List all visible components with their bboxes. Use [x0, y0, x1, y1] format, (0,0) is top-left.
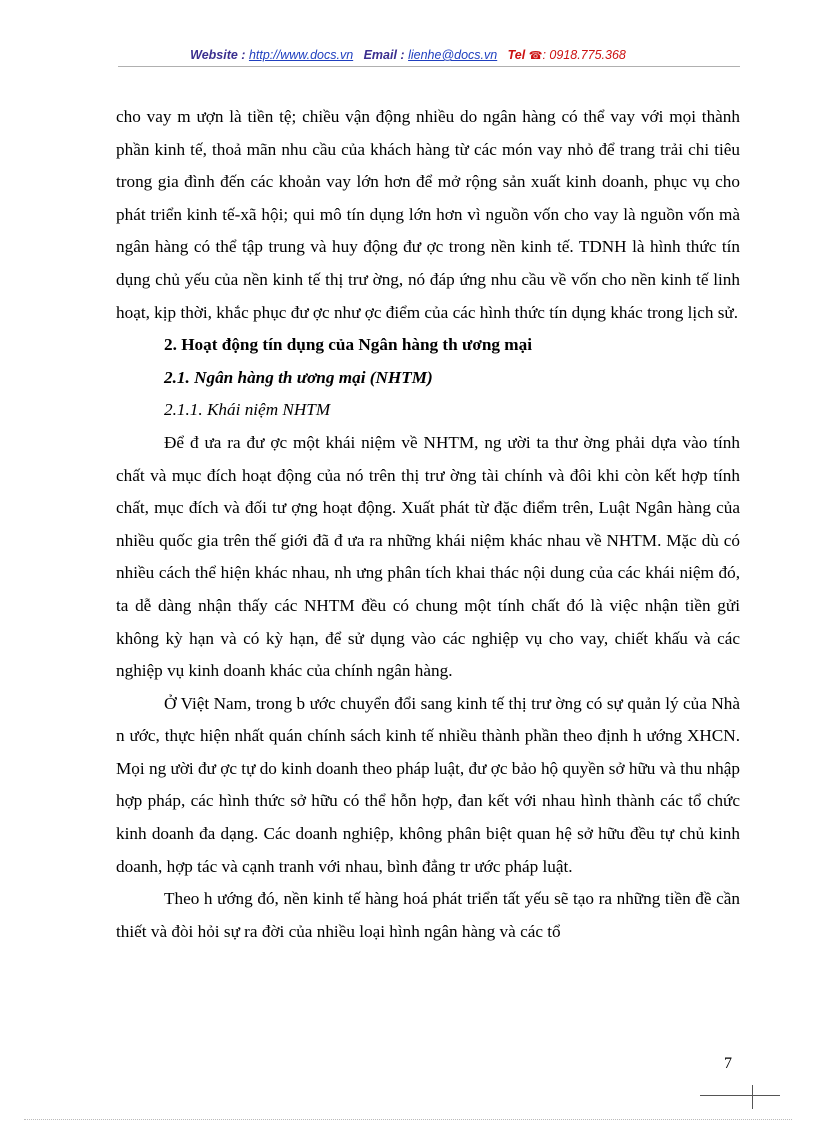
paragraph-definition: Để đ ưa ra đư ợc một khái niệm về NHTM, ng ười ta thư ờng phải dựa vào tính chất và mục đích hoạt động của nó trên thị trư ờng tài chính và đôi khi còn kết hợp tính chất, mục đích và đối tư ợng hoạt động. Xuất phát từ đặc điểm trên, Luật Ngân hàng của nhiều quốc gia trên thế giới đã đ ưa ra những khái niệm khác nhau về NHTM. Mặc dù có nhiều cách thể hiện khác nhau, nh ưng phân tích khai thác nội dung của các khái niệm đó, ta dễ dàng nhận thấy các NHTM đều có chung một tính chất đó là việc nhận tiền gửi không kỳ hạn và có kỳ hạn, để sử dụng vào các nghiệp vụ cho vay, chiết khấu và các nghiệp vụ kinh doanh khác của chính ngân hàng. [116, 432, 740, 681]
footer-corner-rule-vertical [752, 1085, 753, 1109]
tel-label: Tel [507, 48, 526, 62]
section-heading-2: 2. Hoạt động tín dụng của Ngân hàng th ương mại [164, 335, 532, 355]
email-separator: : [396, 48, 405, 62]
paragraph-direction: Theo h ướng đó, nền kinh tế hàng hoá phát triển tất yếu sẽ tạo ra những tiền đề cần thiết và đòi hỏi sự ra đời của nhiều loại hình ngân hàng và các tổ [116, 889, 740, 941]
website-label: Website : [190, 48, 246, 62]
email-link[interactable]: lienhe@docs.vn [408, 48, 498, 62]
page-number: 7 [724, 1055, 732, 1072]
header-divider [118, 66, 740, 67]
email-label: Email [363, 48, 397, 62]
paragraph-continuation: cho vay m ượn là tiền tệ; chiều vận động nhiều do ngân hàng có thể vay với mọi thành phần kinh tế, thoả mãn nhu cầu của khách hàng từ các món vay nhỏ để trang trải chi tiêu trong gia đình đến các khoản vay lớn hơn để mở rộng sản xuất kinh doanh, phục vụ cho phát triển kinh tế-xã hội; qui mô tín dụng lớn hơn vì nguồn vốn cho vay là nguồn vốn mà ngân hàng có thể tập trung và huy động đư ợc trong nền kinh tế. TDNH là hình thức tín dụng chủ yếu của nền kinh tế thị trư ờng, nó đáp ứng nhu cầu về vốn cho nền kinh tế linh hoạt, kịp thời, khắc phục đư ợc như ợc điểm của các hình thức tín dụng khác trong lịch sử. [116, 107, 740, 322]
section-heading-2-1: 2.1. Ngân hàng th ương mại (NHTM) [164, 367, 433, 387]
paragraph-vietnam: Ở Việt Nam, trong b ước chuyển đổi sang kinh tế thị trư ờng có sự quản lý của Nhà n ước, thực hiện nhất quán chính sách kinh tế nhiều thành phần theo định h ướng XHCN. Mọi ng ười đư ợc tự do kinh doanh theo pháp luật, đư ợc bảo hộ quyền sở hữu và thu nhập hợp pháp, các hình thức sở hữu có thể hỗn hợp, đan kết với nhau hình thành các tổ chức kinh doanh đa dạng. Các doanh nghiệp, không phân biệt quan hệ sở hữu đều tự chủ kinh doanh, hợp tác và cạnh tranh với nhau, bình đẳng tr ước pháp luật. [116, 693, 740, 876]
website-link[interactable]: http://www.docs.vn [248, 48, 354, 62]
page-header [0, 48, 816, 62]
phone-icon: ☎ [528, 50, 543, 62]
page-bottom-border [24, 1119, 792, 1120]
footer-corner-rule-horizontal [700, 1095, 780, 1096]
section-heading-2-1-1: 2.1.1. Khái niệm NHTM [164, 400, 331, 420]
tel-number: : 0918.775.368 [542, 48, 626, 62]
document-body [116, 101, 740, 948]
